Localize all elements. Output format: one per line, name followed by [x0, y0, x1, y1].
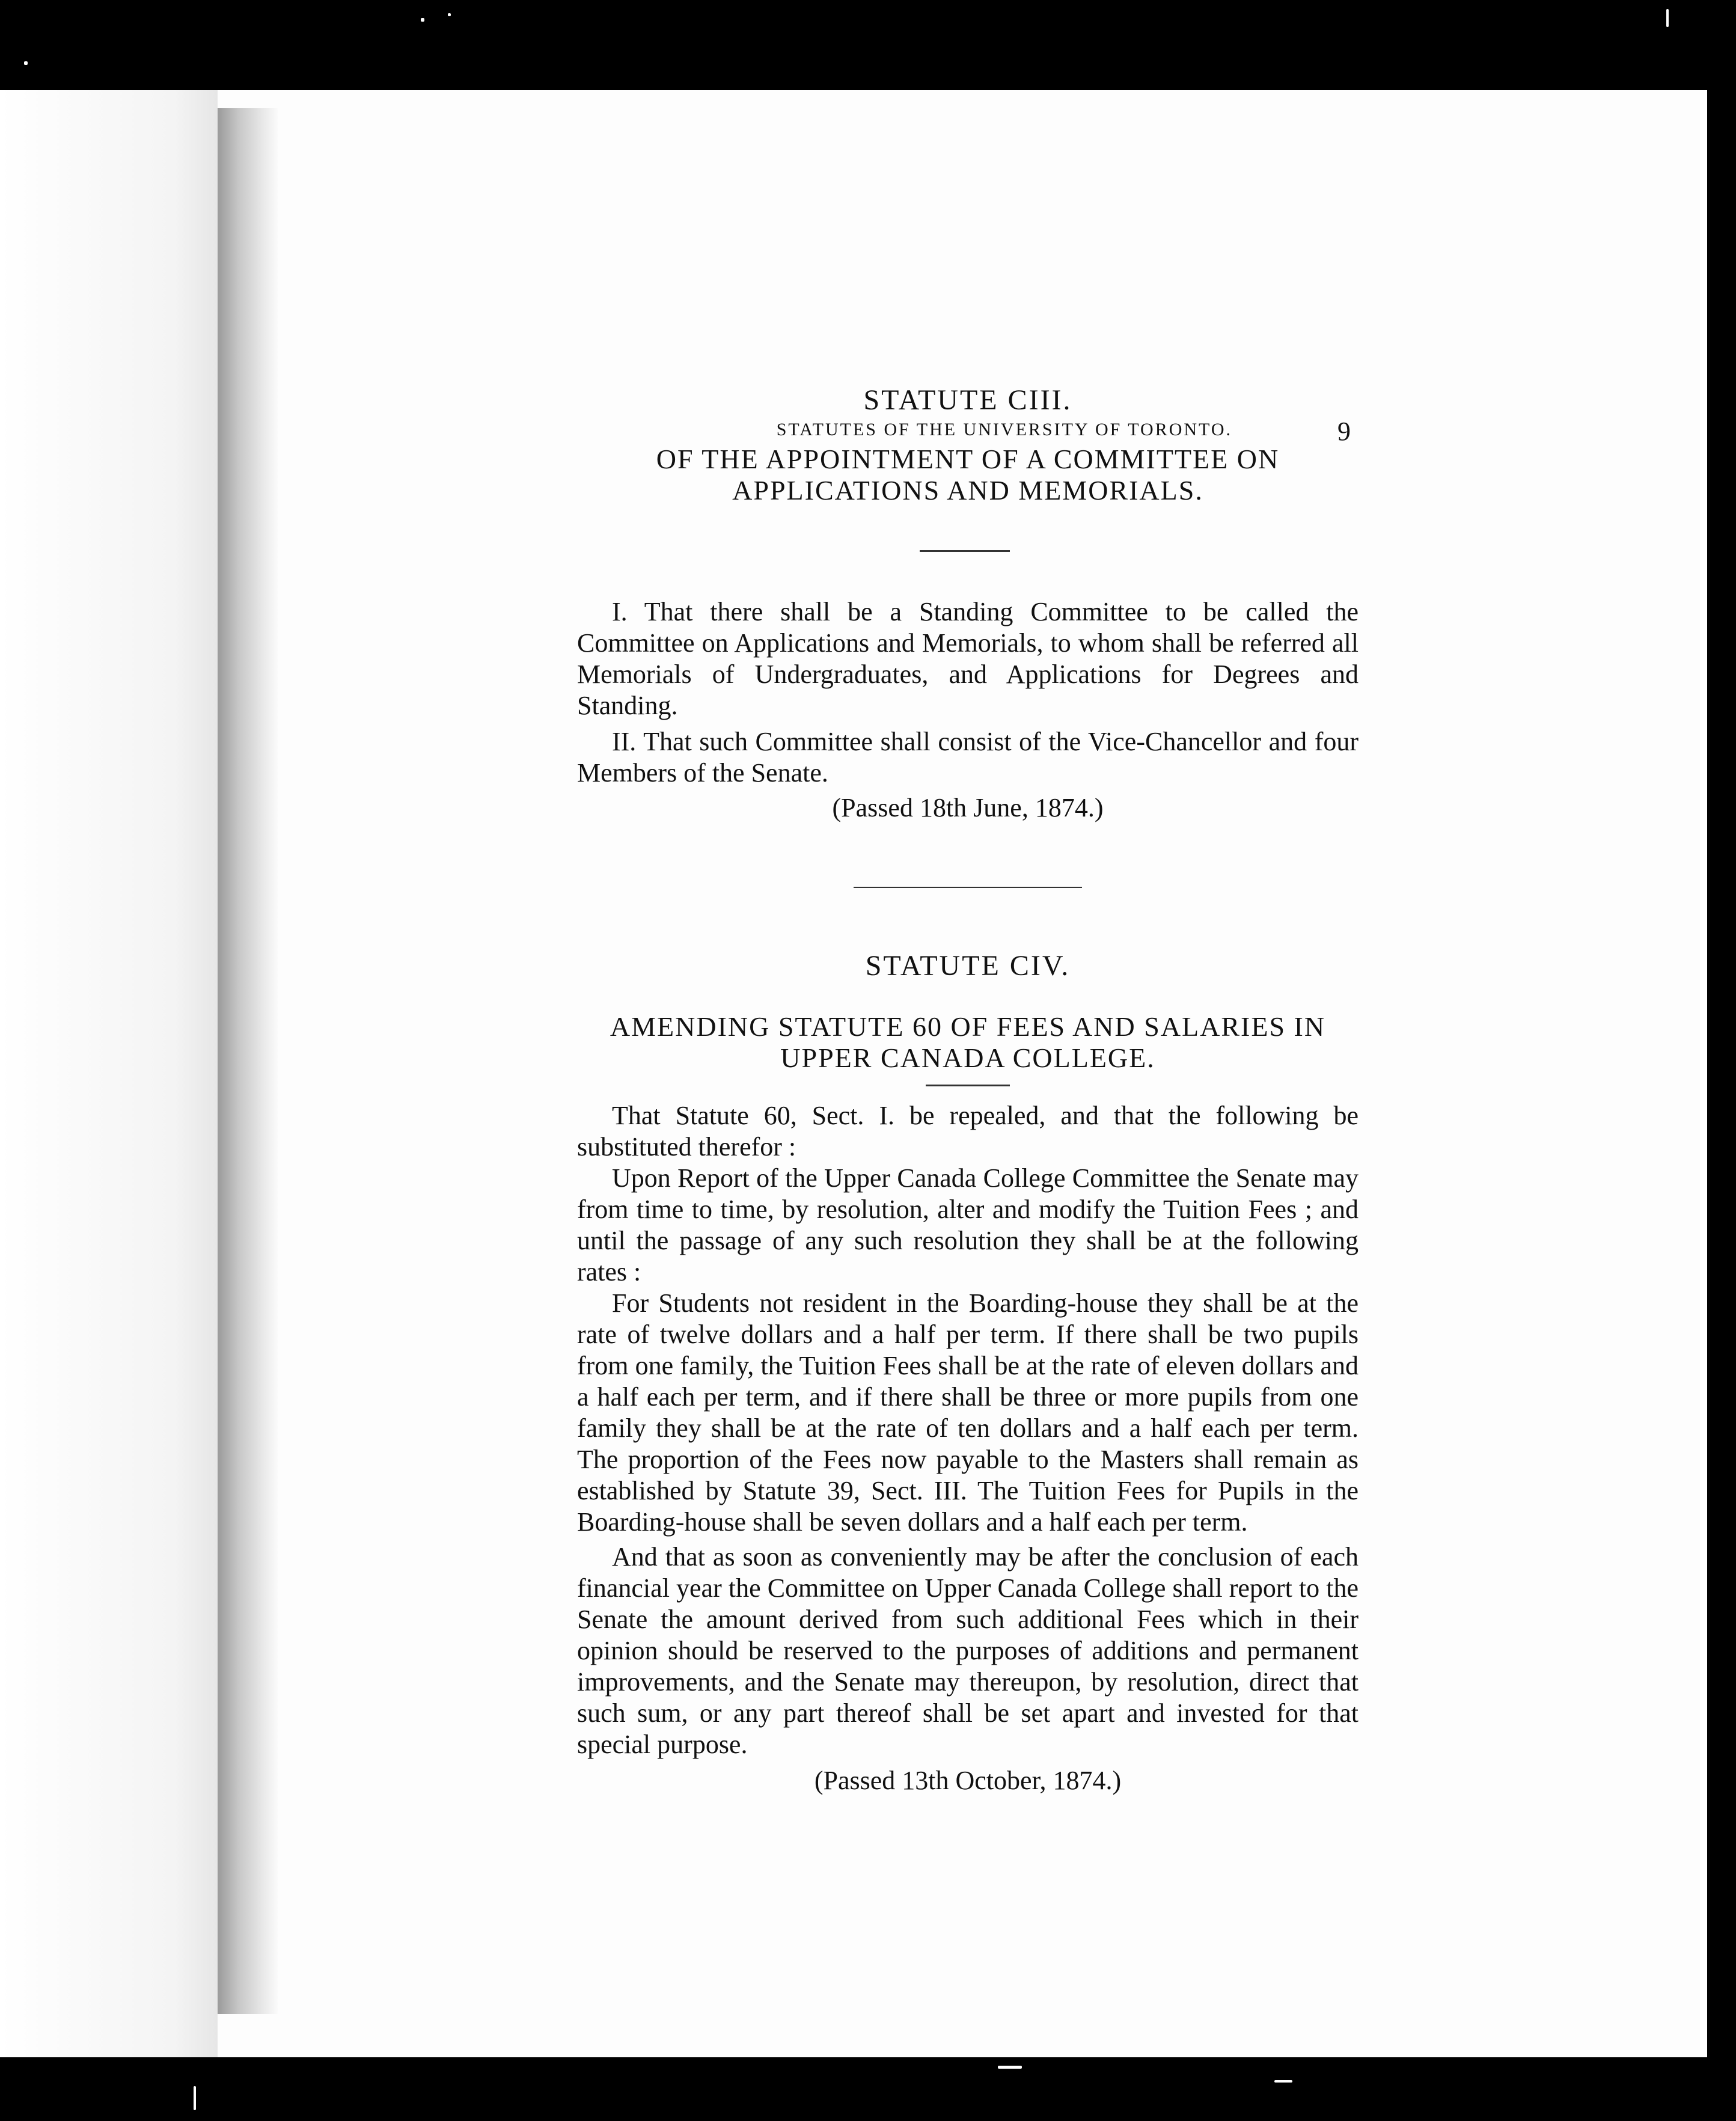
- running-head: STATUTES OF THE UNIVERSITY OF TORONTO.: [776, 420, 1232, 439]
- statute-civ-title: STATUTE CIV.: [865, 950, 1071, 982]
- statute-ciii-passed-date: (Passed 18th June, 1874.): [832, 793, 1104, 822]
- statute-civ-paragraph-2: Upon Report of the Upper Canada College Committee the Senate may from time to time, by resolution, alter and modify the Tuition Fees ; and until the passage of any such resolution they shall be at the following rates :: [577, 1163, 1359, 1287]
- section-divider-long: [854, 887, 1082, 888]
- statute-civ-subtitle: AMENDING STATUTE 60 OF FEES AND SALARIES IN UPPER CANADA COLLEGE.: [610, 1011, 1326, 1073]
- statute-civ-paragraph-4: And that as soon as conveniently may be after the conclusion of each financial year the Committee on Upper Canada College shall report to the Senate the amount derived from such additional Fees which in their opinion should be reserved to the purposes of additions and permanent improvements, and the Senate may thereupon, by resolution, direct that such sum, or any part thereof shall be set apart and invested for that special purpose.: [577, 1542, 1359, 1759]
- statute-civ-paragraph-1: That Statute 60, Sect. I. be repealed, and that the following be substituted therefor :: [577, 1101, 1359, 1162]
- section-divider-short: [920, 550, 1010, 552]
- statute-civ-paragraph-3: For Students not resident in the Boarding-house they shall be at the rate of twelve dollars and a half per term. If there shall be two pupils from one family, the Tuition Fees shall be at the rate of eleven dollars and a half each per term, and if there shall be three or more pupils from one family they shall be at the rate of ten dollars and a half each per term. The proportion of the Fees now payable to the Masters shall remain as established by Statute 39, Sect. III. The Tuition Fees for Pupils in the Boarding-house shall be seven dollars and a half each per term.: [577, 1288, 1359, 1537]
- statute-ciii-subtitle: OF THE APPOINTMENT OF A COMMITTEE ON APPLICATIONS AND MEMORIALS.: [656, 444, 1280, 506]
- page-number: 9: [1337, 417, 1351, 446]
- statute-civ-title-block: [577, 952, 1359, 981]
- facing-page-edge: [0, 90, 218, 2057]
- statute-civ-subtitle-block: [577, 1011, 1359, 1074]
- statute-ciii-clause-2: II. That such Committee shall consist of the Vice-Chancellor and four Members of the Senate.: [577, 727, 1359, 788]
- scanned-page: [0, 90, 1707, 2057]
- statute-ciii-clause-1: I. That there shall be a Standing Committee to be called the Committee on Applications and Memorials, to whom shall be referred all Memorials of Undergraduates, and Applications for Degrees and Standing.: [577, 597, 1359, 720]
- statute-ciii-title-block: [577, 386, 1359, 415]
- book-gutter-shadow: [218, 108, 278, 2014]
- statute-ciii-title: STATUTE CIII.: [863, 384, 1072, 416]
- statute-civ-passed-date: (Passed 13th October, 1874.): [814, 1766, 1122, 1795]
- statute-ciii-subtitle-block: [577, 444, 1359, 506]
- statute-ciii-body: [577, 596, 1359, 824]
- statute-civ-body: [577, 1100, 1359, 1796]
- section-divider-short: [926, 1085, 1010, 1086]
